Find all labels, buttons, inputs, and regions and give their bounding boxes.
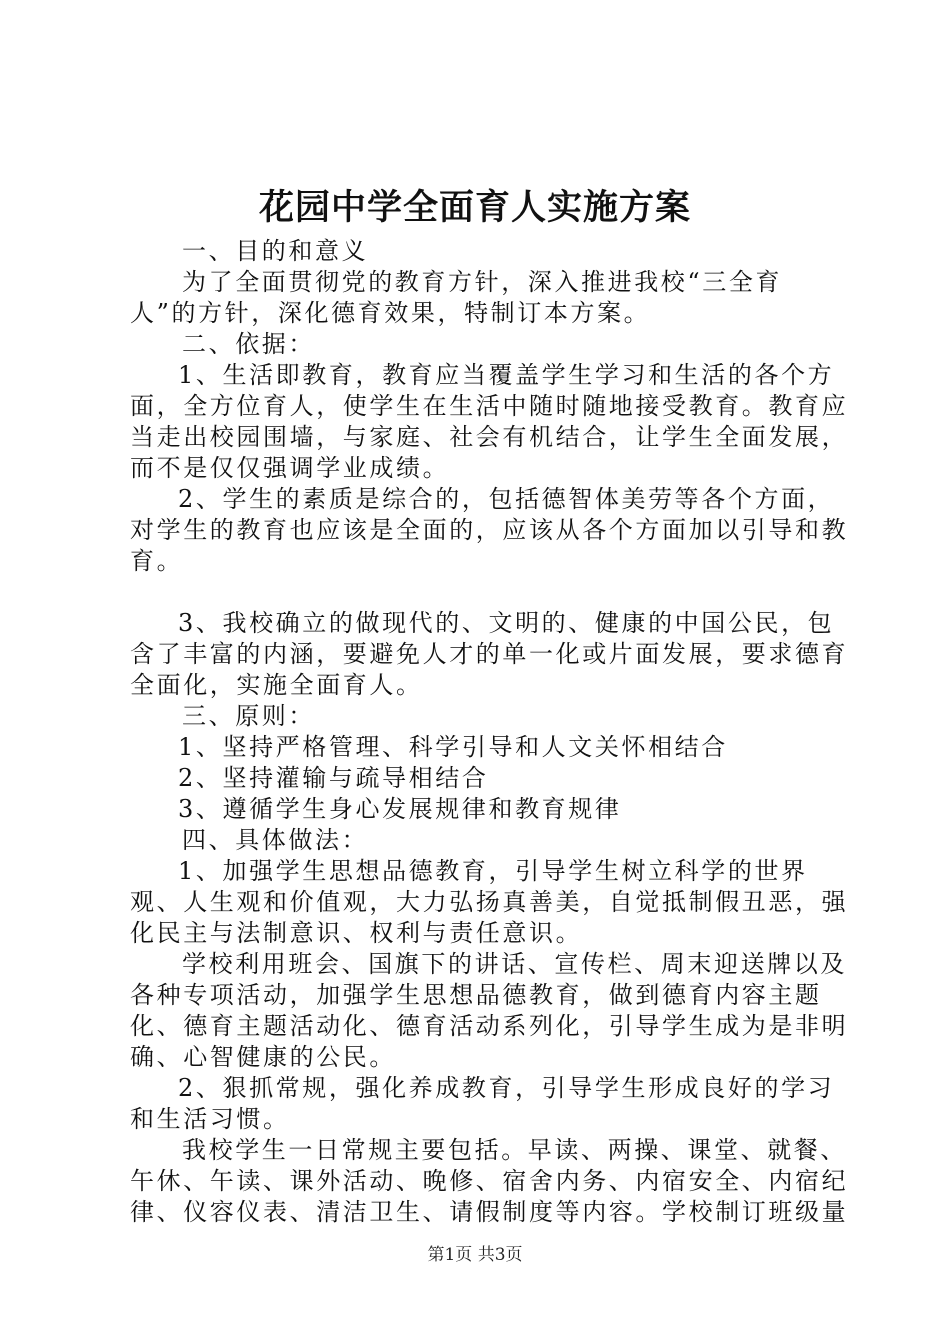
paragraph: 2、坚持灌输与疏导相结合 (178, 764, 489, 792)
paragraph: 3、遵循学生身心发展规律和教育规律 (178, 795, 622, 823)
paragraph: 三、原则： (182, 702, 315, 730)
paragraph: 1、加强学生思想品德教育，引导学生树立科学的世界观、人生观和价值观，大力弘扬真善美，自觉抵制假丑恶，强化民主与法制意识、权利与责任意识。 (130, 857, 849, 947)
paragraph: 2、狠抓常规，强化养成教育，引导学生形成良好的学习和生活习惯。 (130, 1074, 835, 1133)
paragraph: 1、坚持严格管理、科学引导和人文关怀相结合 (178, 733, 728, 761)
paragraph: 2、学生的素质是综合的，包括德智体美劳等各个方面，对学生的教育也应该是全面的，应该从各个方面加以引导和教育。 (130, 485, 849, 575)
paragraph-gap (130, 577, 850, 608)
paragraph: 一、目的和意义 (182, 237, 369, 265)
paragraph: 二、依据： (182, 330, 315, 358)
paragraph: 3、我校确立的做现代的、文明的、健康的中国公民，包含了丰富的内涵，要避免人才的单一化或片面发展，要求德育全面化，实施全面育人。 (130, 609, 849, 699)
paragraph: 学校利用班会、国旗下的讲话、宣传栏、周末迎送牌以及各种专项活动，加强学生思想品德教育，做到德育内容主题化、德育主题活动化、德育活动系列化，引导学生成为是非明确、心智健康的公民。 (130, 950, 849, 1071)
paragraph: 我校学生一日常规主要包括。早读、两操、课堂、就餐、午休、午读、课外活动、晚修、宿舍内务、内宿安全、内宿纪律、仪容仪表、清洁卫生、请假制度等内容。学校制订班级量 (130, 1136, 849, 1226)
document-body (130, 236, 850, 1228)
paragraph: 1、生活即教育，教育应当覆盖学生学习和生活的各个方面，全方位育人，使学生在生活中随时随地接受教育。教育应当走出校园围墙，与家庭、社会有机结合，让学生全面发展，而不是仅仅强调学业成绩。 (130, 361, 849, 482)
paragraph: 四、具体做法： (182, 826, 369, 854)
page-footer: 第1页 共3页 (427, 1245, 523, 1265)
paragraph: 为了全面贯彻党的教育方针，深入推进我校“三全育人”的方针，深化德育效果，特制订本方案。 (130, 268, 783, 327)
document-title: 花园中学全面育人实施方案 (258, 187, 691, 228)
